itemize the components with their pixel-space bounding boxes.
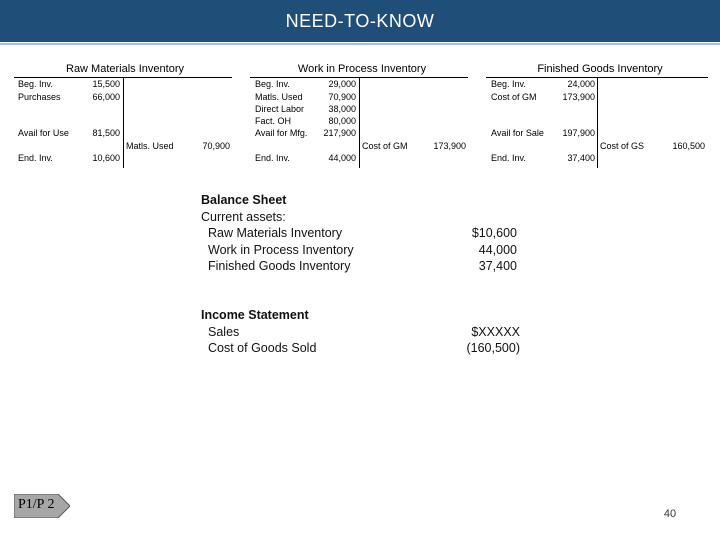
wip-end-label: End. Inv. [255,153,290,163]
fg-end-value: 37,400 [567,153,595,163]
wip-matls-label: Matls. Used [255,92,303,102]
wip-avail-value: 217,900 [323,128,356,138]
wip-beg-label: Beg. Inv. [255,79,290,89]
wip-matls-value: 70,900 [328,92,356,102]
bs-finished-goods-label: Finished Goods Inventory [208,259,351,273]
wip-oh-label: Fact. OH [255,116,292,126]
wip-divider [359,77,360,168]
title-divider [0,43,720,45]
fg-avail-value: 197,900 [562,128,595,138]
wip-labor-label: Direct Labor [255,104,305,114]
finished-goods-title: Finished Goods Inventory [537,63,663,75]
page-title: NEED-TO-KNOW [285,11,435,31]
page-number: 40 [663,508,677,520]
is-cogs-value: (160,500) [466,341,520,355]
raw-materials-divider [123,77,124,168]
bs-wip-value: 44,000 [478,243,517,257]
is-cogs-label: Cost of Goods Sold [208,341,317,355]
wip-title: Work in Process Inventory [297,63,427,75]
bs-raw-materials-label: Raw Materials Inventory [208,226,343,240]
fg-beg-value: 24,000 [567,79,595,89]
fg-cogm-label: Cost of GM [491,92,537,102]
fg-cogs-label: Cost of GS [600,141,645,151]
income-statement-heading: Income Statement [201,308,309,322]
rm-purchases-label: Purchases [18,92,61,102]
wip-labor-value: 38,000 [328,104,356,114]
wip-oh-value: 80,000 [328,116,356,126]
is-sales-label: Sales [208,325,240,339]
rm-beg-value: 15,500 [92,79,120,89]
fg-cogs-value: 160,500 [672,141,705,151]
fg-avail-label: Avail for Sale [491,128,544,138]
wip-cogm-label: Cost of GM [362,141,408,151]
rm-purchases-value: 66,000 [92,92,120,102]
wip-end-value: 44,000 [328,153,356,163]
fg-beg-label: Beg. Inv. [491,79,526,89]
wip-beg-value: 29,000 [328,79,356,89]
rm-avail-label: Avail for Use [18,128,69,138]
finished-goods-divider [597,77,598,168]
rm-used-value: 70,900 [202,141,230,151]
wip-avail-label: Avail for Mfg. [255,128,308,138]
rm-avail-value: 81,500 [92,128,120,138]
fg-cogm-value: 173,900 [562,92,595,102]
raw-materials-title: Raw Materials Inventory [66,63,184,75]
wip-cogm-value: 173,900 [433,141,466,151]
rm-end-label: End. Inv. [18,153,53,163]
rm-end-value: 10,600 [92,153,120,163]
rm-used-label: Matls. Used [126,141,174,151]
balance-sheet-heading: Balance Sheet [201,193,287,207]
objective-tag-label: P1/P 2 [18,497,55,512]
is-sales-value: $XXXXX [471,325,520,339]
fg-end-label: End. Inv. [491,153,526,163]
bs-wip-label: Work in Process Inventory [208,243,354,257]
objective-tag [14,494,70,518]
rm-beg-label: Beg. Inv. [18,79,53,89]
current-assets-label: Current assets: [201,210,286,224]
title-bar [0,0,720,42]
bs-raw-materials-value: $10,600 [471,226,517,240]
bs-finished-goods-value: 37,400 [478,259,517,273]
